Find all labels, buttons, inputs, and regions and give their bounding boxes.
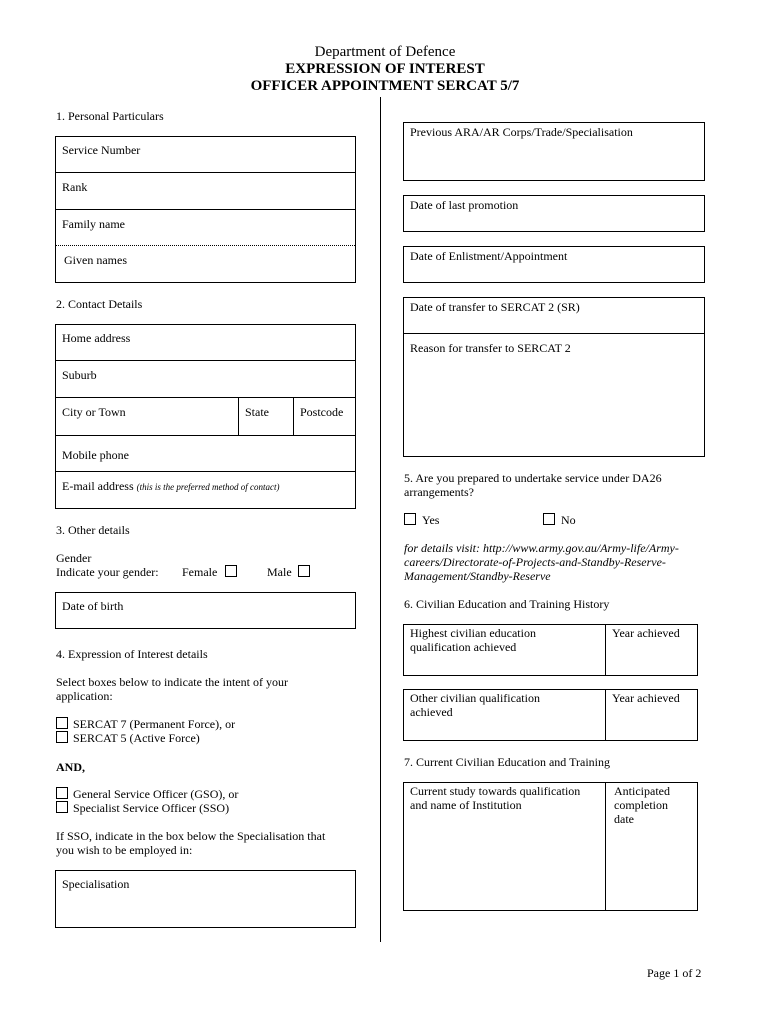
sercat5-checkbox[interactable] — [56, 731, 68, 743]
sso-instructions: If SSO, indicate in the box below the Specialisation that — [56, 829, 326, 843]
email-note: (this is the preferred method of contact) — [136, 482, 280, 492]
last-promotion-field[interactable] — [403, 195, 705, 232]
yes-checkbox[interactable] — [404, 513, 416, 525]
specialisation-field[interactable] — [55, 870, 356, 928]
previous-corps-label: Previous ARA/AR Corps/Trade/Specialisation — [410, 125, 633, 139]
anticipated-completion-field[interactable] — [608, 783, 670, 826]
yes-label: Yes — [422, 513, 440, 527]
family-name-field[interactable]: Family name — [62, 217, 125, 231]
section1-heading: 1. Personal Particulars — [56, 109, 164, 123]
and-label: AND, — [56, 760, 85, 774]
highest-education-label-2: qualification achieved — [410, 640, 517, 654]
state-field[interactable]: State — [245, 405, 269, 419]
no-label: No — [561, 513, 576, 527]
highest-education-field[interactable] — [404, 625, 536, 654]
anticipated-label-3: date — [614, 812, 634, 826]
home-address-field[interactable]: Home address — [62, 331, 131, 345]
service-number-field[interactable]: Service Number — [62, 143, 141, 157]
details-link-2[interactable]: careers/Directorate-of-Projects-and-Standby-Reserve- — [404, 555, 666, 569]
details-link-3[interactable]: Management/Standby-Reserve — [404, 569, 551, 583]
transfer-table — [403, 297, 705, 457]
anticipated-label-2: completion — [614, 798, 668, 812]
mobile-phone-field[interactable]: Mobile phone — [62, 448, 129, 462]
contact-details-table — [55, 324, 356, 509]
other-qualification-label: Other civilian qualification — [410, 691, 540, 705]
form-title: EXPRESSION OF INTEREST — [285, 61, 485, 77]
suburb-field[interactable]: Suburb — [62, 368, 97, 382]
section4-heading: 4. Expression of Interest details — [56, 647, 208, 661]
rank-field[interactable]: Rank — [62, 180, 88, 194]
gso-checkbox[interactable] — [56, 787, 68, 799]
given-names-field[interactable]: Given names — [64, 253, 127, 267]
highest-education-label: Highest civilian education — [410, 626, 536, 640]
male-label: Male — [267, 565, 292, 579]
female-checkbox[interactable] — [225, 565, 237, 577]
transfer-date-field[interactable]: Date of transfer to SERCAT 2 (SR) — [410, 300, 580, 314]
male-checkbox[interactable] — [298, 565, 310, 577]
current-study-table — [403, 782, 698, 911]
page-number: Page 1 of 2 — [647, 966, 702, 980]
current-study-field[interactable] — [404, 783, 580, 812]
gender-label: Gender — [56, 551, 92, 565]
sso-instructions-2: you wish to be employed in: — [56, 843, 193, 857]
form-subtitle: OFFICER APPOINTMENT SERCAT 5/7 — [250, 78, 520, 94]
section5-question: 5. Are you prepared to undertake service under DA26 — [404, 471, 662, 485]
section2-heading: 2. Contact Details — [56, 297, 143, 311]
current-study-label-2: and name of Institution — [410, 798, 522, 812]
personal-particulars-table — [55, 136, 356, 283]
other-qualification-label-2: achieved — [410, 705, 453, 719]
year-achieved-field[interactable]: Year achieved — [612, 626, 680, 640]
previous-corps-field[interactable] — [403, 122, 705, 181]
section5-question-2: arrangements? — [404, 485, 474, 499]
email-field[interactable]: E-mail address (this is the preferred method of contact) — [62, 479, 280, 493]
enlistment-date-label: Date of Enlistment/Appointment — [410, 249, 568, 263]
date-of-birth-field[interactable] — [55, 592, 356, 629]
sercat5-label: SERCAT 5 (Active Force) — [73, 731, 200, 745]
year-achieved-2-field[interactable]: Year achieved — [612, 691, 680, 705]
female-label: Female — [182, 565, 218, 579]
postcode-field[interactable]: Postcode — [300, 405, 344, 419]
enlistment-date-field[interactable] — [403, 246, 705, 283]
indicate-gender-label: Indicate your gender: — [56, 565, 159, 579]
column-divider — [380, 97, 381, 942]
other-qualification-field[interactable] — [404, 690, 540, 719]
section3-heading: 3. Other details — [56, 523, 130, 537]
select-instructions: Select boxes below to indicate the intent of your — [56, 675, 288, 689]
current-study-label: Current study towards qualification — [410, 784, 581, 798]
specialisation-label: Specialisation — [62, 877, 130, 891]
sso-checkbox[interactable] — [56, 801, 68, 813]
section6-heading: 6. Civilian Education and Training History — [404, 597, 610, 611]
section7-heading: 7. Current Civilian Education and Training — [404, 755, 610, 769]
anticipated-label: Anticipated — [614, 784, 670, 798]
sso-label: Specialist Service Officer (SSO) — [73, 801, 230, 815]
other-qualification-table — [403, 689, 698, 741]
sercat7-checkbox[interactable] — [56, 717, 68, 729]
sercat7-label: SERCAT 7 (Permanent Force), or — [73, 717, 236, 731]
transfer-reason-field[interactable]: Reason for transfer to SERCAT 2 — [410, 341, 571, 355]
select-instructions-2: application: — [56, 689, 113, 703]
details-link[interactable]: for details visit: http://www.army.gov.au/Army-life/Army- — [404, 541, 679, 555]
highest-education-table — [403, 624, 698, 676]
no-checkbox[interactable] — [543, 513, 555, 525]
city-field[interactable]: City or Town — [62, 405, 126, 419]
gso-label: General Service Officer (GSO), or — [73, 787, 239, 801]
date-of-birth-label: Date of birth — [62, 599, 124, 613]
department-title: Department of Defence — [314, 44, 456, 60]
last-promotion-label: Date of last promotion — [410, 198, 519, 212]
